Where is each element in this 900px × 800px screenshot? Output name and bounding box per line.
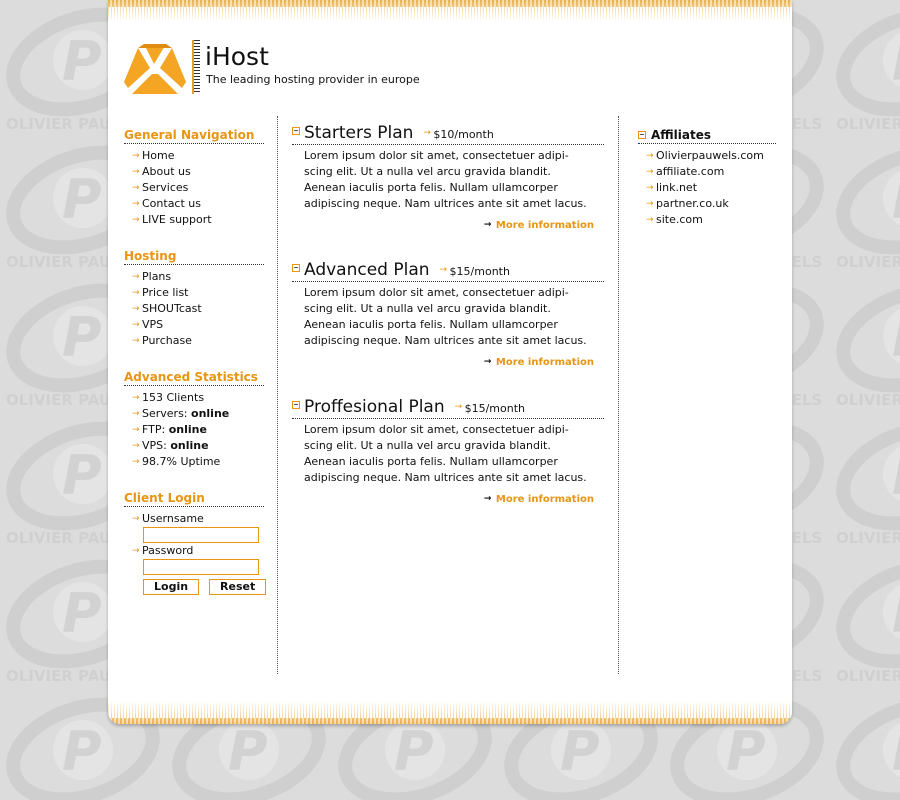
stat-clients: [124, 390, 264, 406]
nav-item-services[interactable]: → Services: [124, 180, 264, 196]
nav-item-about-us[interactable]: → About us: [124, 164, 264, 180]
nav-item-home[interactable]: → Home: [124, 148, 264, 164]
plan-more-row: [292, 213, 604, 232]
nav-item-plans[interactable]: → Plans: [124, 269, 264, 285]
more-information-link[interactable]: → More information: [484, 357, 594, 368]
login-buttons: [143, 579, 264, 595]
more-information-link[interactable]: → More information: [484, 220, 594, 231]
general-navigation-heading: General Navigation: [124, 128, 264, 144]
username-label: → Usernsame: [124, 511, 264, 527]
stat-uptime: [124, 454, 264, 470]
affiliates-heading: Affiliates: [651, 128, 712, 142]
affiliates-header: [638, 128, 776, 144]
statistics-list: [124, 390, 264, 470]
collapse-square-icon[interactable]: [292, 264, 300, 272]
nav-item-live-support[interactable]: → LIVE support: [124, 212, 264, 228]
collapse-square-icon[interactable]: [292, 127, 300, 135]
affiliate-link[interactable]: → Olivierpauwels.com: [638, 148, 776, 164]
plan-description: Lorem ipsum dolor sit amet, consectetuer adipi-scing elit. Ut a nulla vel arcu gravida blandit. Aenean iaculis porta felis. Nullam ullamcorper adipiscing neque. Nam ultrices ante sit amet lacus.: [304, 423, 587, 484]
affiliates-list: [638, 148, 776, 228]
nav-item-vps[interactable]: → VPS: [124, 317, 264, 333]
stat-ftp-value: online: [168, 423, 207, 436]
password-input[interactable]: [143, 559, 259, 575]
plan-more-row: [292, 350, 604, 369]
affiliate-link[interactable]: → partner.co.uk: [638, 196, 776, 212]
password-label: → Password: [124, 543, 264, 559]
plan-price: → $15/month: [440, 265, 510, 278]
collapse-square-icon[interactable]: [292, 401, 300, 409]
stat-servers-label: Servers:: [142, 407, 188, 420]
stat-uptime-text: 98.7% Uptime: [142, 455, 221, 468]
hosting-list: [124, 269, 264, 349]
site-title: iHost: [205, 42, 269, 71]
general-navigation-list: [124, 148, 264, 228]
plan-header: [292, 260, 604, 282]
more-information-link[interactable]: → More information: [484, 494, 594, 505]
collapse-square-icon[interactable]: [638, 131, 646, 139]
stat-clients-text: 153 Clients: [142, 391, 205, 404]
advanced-statistics-heading: Advanced Statistics: [124, 370, 264, 386]
plan-advanced: [292, 260, 604, 369]
plan-price: → $10/month: [423, 128, 493, 141]
stat-servers-value: online: [191, 407, 230, 420]
stat-vps-value: online: [170, 439, 209, 452]
site-tagline: The leading hosting provider in europe: [206, 73, 420, 86]
nav-item-purchase[interactable]: → Purchase: [124, 333, 264, 349]
nav-item-shoutcast[interactable]: → SHOUTcast: [124, 301, 264, 317]
logo-divider: [192, 40, 200, 94]
username-input[interactable]: [143, 527, 259, 543]
affiliates-column: [638, 128, 776, 249]
affiliate-link[interactable]: → link.net: [638, 180, 776, 196]
plan-description: Lorem ipsum dolor sit amet, consectetuer adipi-scing elit. Ut a nulla vel arcu gravida blandit. Aenean iaculis porta felis. Nullam ullamcorper adipiscing neque. Nam ultrices ante sit amet lacus.: [304, 149, 587, 210]
login-button[interactable]: Login: [143, 579, 199, 595]
plan-header: [292, 397, 604, 419]
left-column-divider: [277, 116, 278, 674]
nav-item-price-list[interactable]: → Price list: [124, 285, 264, 301]
plan-price: → $15/month: [455, 402, 525, 415]
stat-servers: [124, 406, 264, 422]
plan-professional: [292, 397, 604, 506]
stat-vps-label: VPS:: [142, 439, 167, 452]
hosting-heading: Hosting: [124, 249, 264, 265]
affiliate-link[interactable]: → affiliate.com: [638, 164, 776, 180]
main-panel: [108, 0, 792, 724]
affiliate-link[interactable]: → site.com: [638, 212, 776, 228]
bottom-fringe-decoration: [108, 700, 792, 724]
reset-button[interactable]: Reset: [209, 579, 266, 595]
plan-header: [292, 123, 604, 145]
plan-more-row: [292, 487, 604, 506]
plans-column: [292, 123, 604, 534]
stat-vps: [124, 438, 264, 454]
left-sidebar: [124, 128, 264, 595]
client-login-form: [124, 511, 264, 595]
stat-ftp-label: FTP:: [142, 423, 166, 436]
triangle-logo-icon: [124, 42, 186, 96]
plan-title: Advanced Plan: [304, 260, 430, 280]
plan-description: Lorem ipsum dolor sit amet, consectetuer adipi-scing elit. Ut a nulla vel arcu gravida blandit. Aenean iaculis porta felis. Nullam ullamcorper adipiscing neque. Nam ultrices ante sit amet lacus.: [304, 286, 587, 347]
plan-title: Starters Plan: [304, 123, 414, 143]
right-column-divider: [618, 116, 619, 674]
stat-ftp: [124, 422, 264, 438]
top-fringe-decoration: [108, 0, 792, 22]
client-login-heading: Client Login: [124, 491, 264, 507]
nav-item-contact-us[interactable]: → Contact us: [124, 196, 264, 212]
plan-title: Proffesional Plan: [304, 397, 445, 417]
plan-starters: [292, 123, 604, 232]
